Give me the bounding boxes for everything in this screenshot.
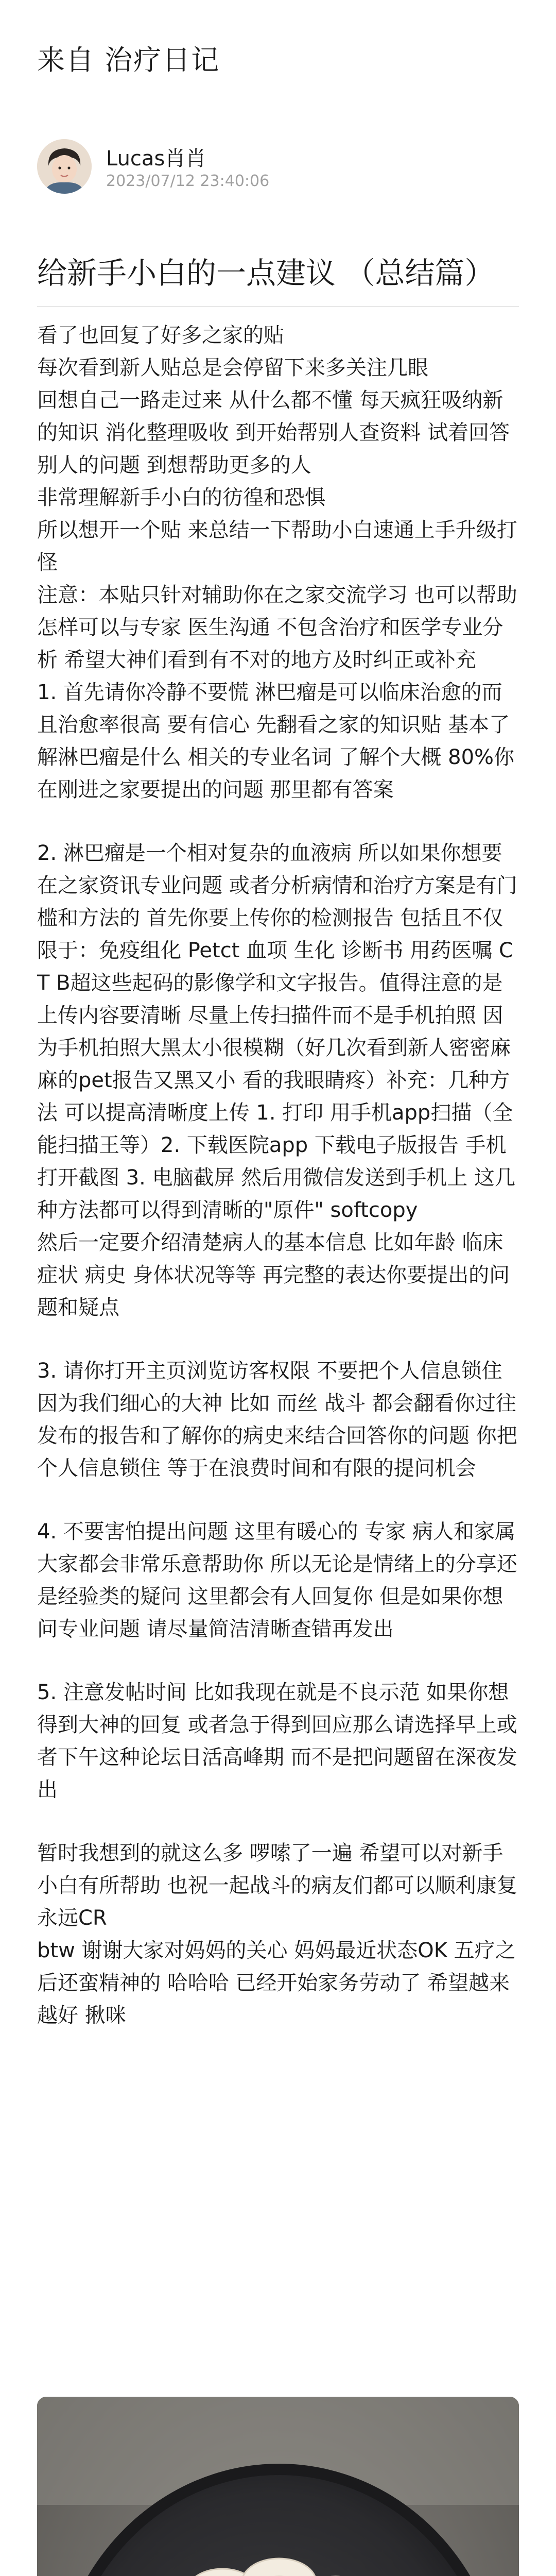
top-bar (0, 0, 556, 124)
title-divider (37, 306, 519, 307)
paragraph-closing: 暂时我想到的就这么多 啰嗦了一遍 希望可以对新手小白有所帮助 也祝一起战斗的病友们都可以顺利康复 永远CR btw 谢谢大家对妈妈的关心 妈妈最近状态OK 五疗之后还蛮精神的 哈哈哈 已经开始家务劳动了 希望越来越好 揪咪 (37, 1841, 517, 2027)
avatar-image (37, 139, 92, 194)
paragraph-tip-3: 3. 请你打开主页浏览访客权限 不要把个人信息锁住 因为我们细心的大神 比如 而丝 战斗 都会翻看你过往发布的报告和了解你的病史来结合回答你的问题 你把个人信息锁住 等于在浪费时间和有限的提问机会 (37, 1359, 517, 1480)
dumplings-pan-image (37, 2397, 519, 2576)
post-timestamp: 2023/07/12 23:40:06 (106, 172, 270, 190)
paragraph-tip-5: 5. 注意发帖时间 比如我现在就是不良示范 如果你想得到大神的回复 或者急于得到回应那么请选择早上或者下午这种论坛日活高峰期 而不是把问题留在深夜发出 (37, 1681, 517, 1802)
post-photo-dumplings-in-pan[interactable] (37, 2397, 519, 2576)
paragraph-intro: 看了也回复了好多之家的贴 每次看到新人贴总是会停留下来多关注几眼 回想自己一路走过来 从什么都不懂 每天疯狂吸纳新的知识 消化整理吸收 到开始帮别人查资料 试着回答别人的问题 到想帮助更多的人 非常理解新手小白的彷徨和恐惧 所以想开一个贴 来总结一下帮助小白速通上手升级打怪 注意：本贴只针对辅助你在之家交流学习 也可以帮助怎样可以与专家 医生沟通 不包含治疗和医学专业分析 希望大神们看到有不对的地方及时纠正或补充 1. 首先请你冷静不要慌 淋巴瘤是可以临床治愈的而且治愈率很高 要有信心 先翻看之家的知识贴 基本了解淋巴瘤是什么 相关的专业名词 了解个大概 80%你在刚进之家要提出的问题 那里都有答案 (37, 324, 517, 802)
paragraph-tip-4: 4. 不要害怕提出问题 这里有暖心的 专家 病人和家属 大家都会非常乐意帮助你 所以无论是情绪上的分享还是经验类的疑问 这里都会有人回复你 但是如果你想问专业问题 请尽量简洁清晰查错再发出 (37, 1520, 522, 1641)
avatar[interactable] (37, 139, 92, 194)
author-name[interactable]: Lucas肖肖 (106, 147, 206, 171)
author-block[interactable] (37, 135, 519, 199)
source-title[interactable]: 来自 治疗日记 (37, 44, 220, 76)
article-body (37, 319, 522, 2063)
paragraph-tip-2: 2. 淋巴瘤是一个相对复杂的血液病 所以如果你想要在之家资讯专业问题 或者分析病情和治疗方案是有门槛和方法的 首先你要上传你的检测报告 包括且不仅限于：免疫组化 Petct 血项 生化 诊断书 用药医嘱 CT B超这些起码的影像学和文字报告。值得注意的是上传内容要清晰 尽量上传扫描件而不是手机拍照 因为手机拍照大黑太小很模糊（好几次看到新人密密麻麻的pet报告又黑又小 看的我眼睛疼）补充：几种方法 可以提高清晰度上传 1. 打印 用手机app扫描（全能扫描王等）2. 下载医院app 下载电子版报告 手机打开截图 3. 电脑截屏 然后用微信发送到手机上 这几种方法都可以得到清晰的"原件" softcopy 然后一定要介绍清楚病人的基本信息 比如年龄 临床症状 病史 身体状况等等 再完整的表达你要提出的问题和疑点 (37, 841, 517, 1319)
article-title: 给新手小白的一点建议 （总结篇） (37, 256, 495, 291)
